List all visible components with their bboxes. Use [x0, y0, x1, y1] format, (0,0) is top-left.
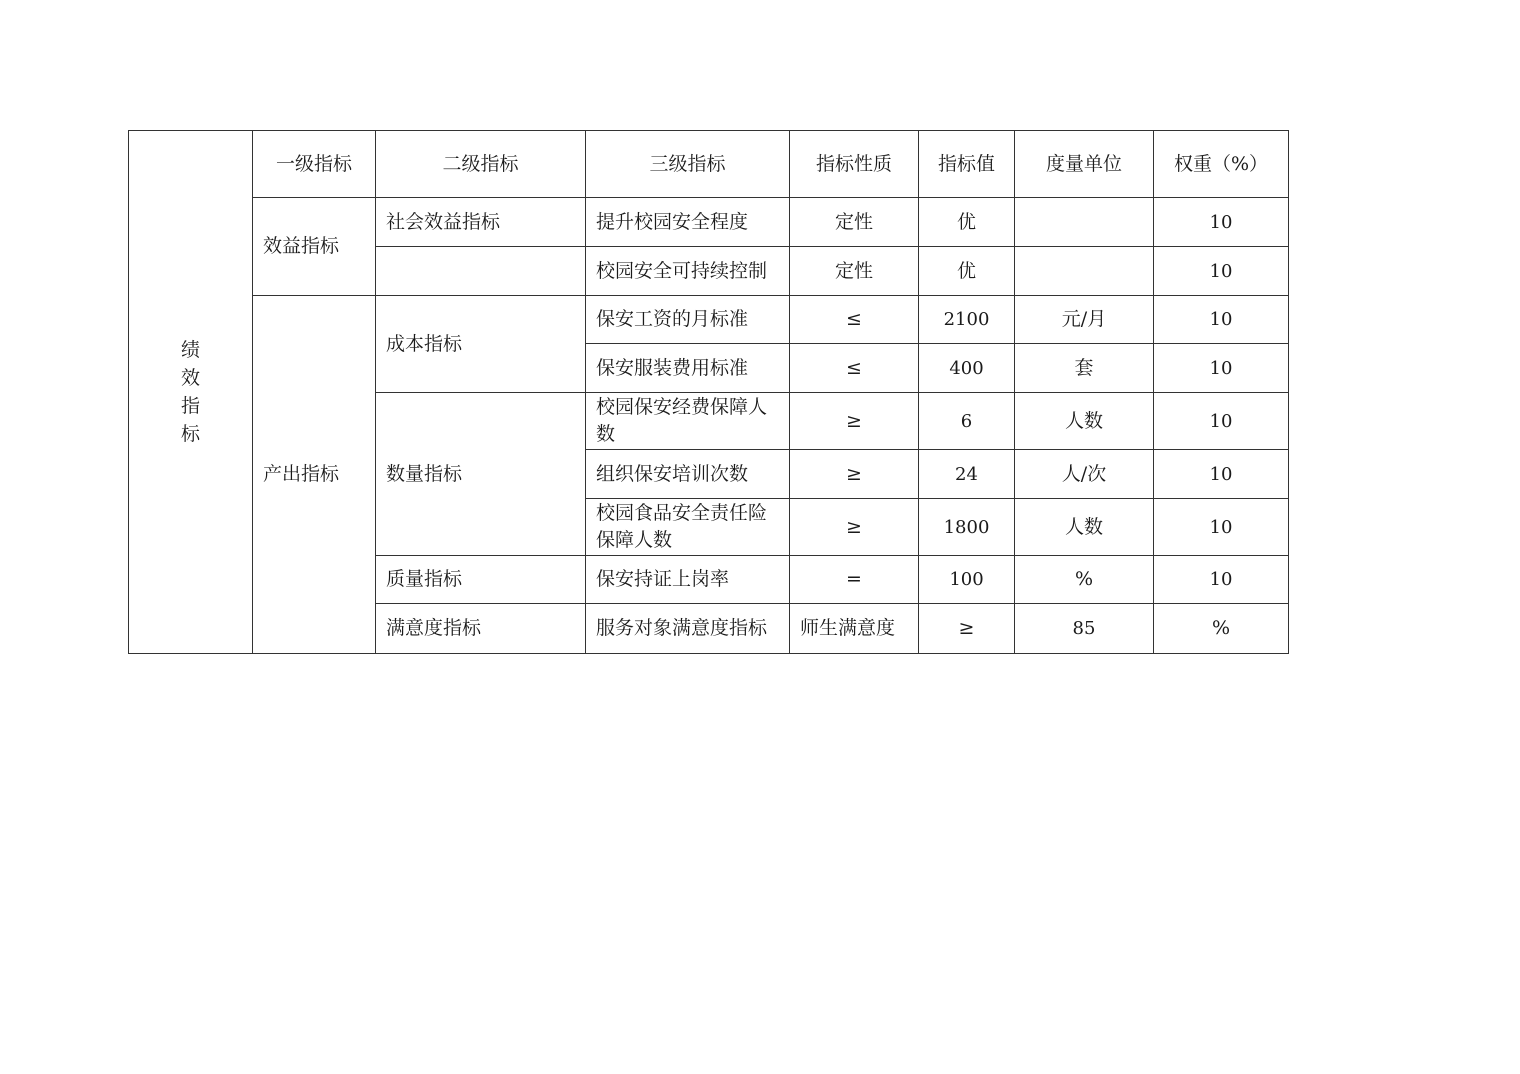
- unit-cell: %: [1154, 604, 1289, 654]
- indicator-cell: 组织保安培训次数: [586, 450, 790, 499]
- indicator-cell: 师生满意度: [790, 604, 919, 654]
- unit-cell: %: [1015, 556, 1154, 604]
- indicator-cell: 保安持证上岗率: [586, 556, 790, 604]
- performance-indicator-table: [128, 130, 1289, 654]
- nature-cell: 定性: [790, 247, 919, 296]
- group-benefit: 效益指标: [253, 198, 376, 296]
- subgroup-social-benefit: 社会效益指标: [376, 198, 586, 247]
- group-output: 产出指标: [253, 296, 376, 654]
- indicator-cell: 校园食品安全责任险保障人数: [586, 499, 790, 556]
- weight-cell: 10: [1154, 344, 1289, 393]
- weight-cell: 10: [1154, 296, 1289, 344]
- value-cell: 400: [919, 344, 1015, 393]
- header-level2: 二级指标: [376, 131, 586, 198]
- header-nature: 指标性质: [790, 131, 919, 198]
- header-value: 指标值: [919, 131, 1015, 198]
- side-label: 绩效指标: [180, 339, 200, 445]
- header-weight: 权重（%）: [1154, 131, 1289, 198]
- indicator-cell: 校园安全可持续控制: [586, 247, 790, 296]
- weight-cell: 10: [1154, 499, 1289, 556]
- subgroup-service-satisfaction: 服务对象满意度指标: [586, 604, 790, 654]
- subgroup-empty: [376, 247, 586, 296]
- header-level1: 一级指标: [253, 131, 376, 198]
- value-cell: 24: [919, 450, 1015, 499]
- value-cell: 6: [919, 393, 1015, 450]
- value-cell: 优: [919, 198, 1015, 247]
- side-label-cell: [129, 131, 253, 654]
- subgroup-cost: 成本指标: [376, 296, 586, 393]
- subgroup-quality: 质量指标: [376, 556, 586, 604]
- value-cell: 100: [919, 556, 1015, 604]
- nature-cell: ≥: [790, 393, 919, 450]
- header-level3: 三级指标: [586, 131, 790, 198]
- nature-cell: =: [790, 556, 919, 604]
- nature-cell: ≥: [790, 450, 919, 499]
- weight-cell: 10: [1154, 247, 1289, 296]
- nature-cell: ≤: [790, 344, 919, 393]
- value-cell: 2100: [919, 296, 1015, 344]
- unit-cell: 人/次: [1015, 450, 1154, 499]
- nature-cell: 定性: [790, 198, 919, 247]
- indicator-cell: 保安服装费用标准: [586, 344, 790, 393]
- weight-cell: 10: [1154, 198, 1289, 247]
- value-cell: 85: [1015, 604, 1154, 654]
- unit-cell: 元/月: [1015, 296, 1154, 344]
- value-cell: 1800: [919, 499, 1015, 556]
- subgroup-quantity: 数量指标: [376, 393, 586, 556]
- weight-cell: 10: [1154, 450, 1289, 499]
- nature-cell: ≥: [790, 499, 919, 556]
- weight-cell: 10: [1154, 393, 1289, 450]
- unit-cell: 套: [1015, 344, 1154, 393]
- unit-cell: [1015, 198, 1154, 247]
- indicator-cell: 提升校园安全程度: [586, 198, 790, 247]
- table-row: [129, 198, 1289, 247]
- indicator-cell: 校园保安经费保障人数: [586, 393, 790, 450]
- table-header-row: [129, 131, 1289, 198]
- weight-cell: 10: [1154, 556, 1289, 604]
- nature-cell: ≤: [790, 296, 919, 344]
- value-cell: 优: [919, 247, 1015, 296]
- unit-cell: [1015, 247, 1154, 296]
- nature-cell: ≥: [919, 604, 1015, 654]
- unit-cell: 人数: [1015, 499, 1154, 556]
- indicator-cell: 保安工资的月标准: [586, 296, 790, 344]
- table-row: [129, 296, 1289, 344]
- header-unit: 度量单位: [1015, 131, 1154, 198]
- group-satisfaction: 满意度指标: [376, 604, 586, 654]
- unit-cell: 人数: [1015, 393, 1154, 450]
